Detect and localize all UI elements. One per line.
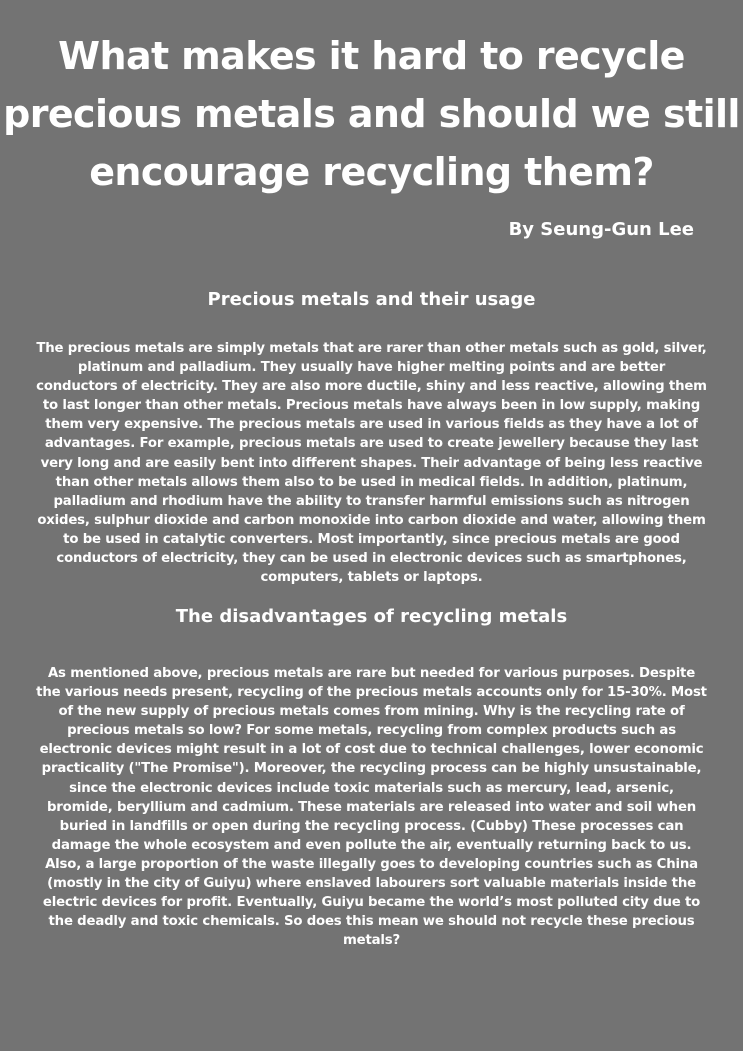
section-body-usage: The precious metals are simply metals that are rarer than other metals such as gold, silver, platinum and palladium. They usually have higher melting points and are better conductors of electricity. They are also more ductile, shiny and less reactive, allowing them to last longer than other metals. Precious metals have always been in low supply, making them very expensive. The precious metals are used in various fields as they have a lot of advantages. For example, precious metals are used to create jewellery because they last very long and are easily bent into different shapes. Their advantage of being less reactive than other metals allows them also to be used in medical fields. In addition, platinum, palladium and rhodium have the ability to transfer harmful emissions such as nitrogen oxides, sulphur dioxide and carbon monoxide into carbon dioxide and water, allowing them to be used in catalytic converters. Most importantly, since precious metals are good conductors of electricity, they can be used in electronic devices such as smartphones, computers, tablets or laptops.: [36, 341, 707, 586]
section-body-disadvantages: As mentioned above, precious metals are rare but needed for various purposes. Despite the various needs present, recycling of the precious metals accounts only for 15-30%. Most of the new supply of precious metals comes from mining. Why is the recycling rate of precious metals so low? For some metals, recycling from complex products such as electronic devices might result in a lot of cost due to technical challenges, lower economic practicality ("The Promise"). Moreover, the recycling process can be highly unsustainable, since the electronic devices include toxic materials such as mercury, lead, arsenic, bromide, beryllium and cadmium. These materials are released into water and soil when buried in landfills or open during the recycling process. (Cubby) These processes can damage the whole ecosystem and even pollute the air, eventually returning back to us. Also, a large proportion of the waste illegally goes to developing countries such as China (mostly in the city of Guiyu) where enslaved labourers sort valuable materials inside the electric devices for profit. Eventually, Guiyu became the world’s most polluted city due to the deadly and toxic chemicals. So does this mean we should not recycle these precious metals?: [36, 666, 707, 949]
author-byline: By Seung-Gun Lee: [508, 219, 694, 240]
section-heading-usage: Precious metals and their usage: [207, 289, 536, 310]
section-heading-disadvantages: The disadvantages of recycling metals: [175, 606, 568, 627]
article-title: What makes it hard to recycle precious metals and should we still encourage recycling them?: [3, 34, 740, 194]
